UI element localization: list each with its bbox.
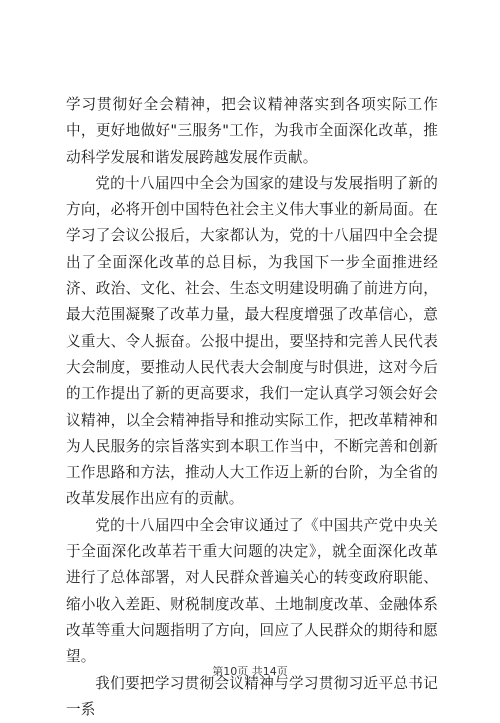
paragraph-4: 我们要把学习贯彻会议精神与学习贯彻习近平总书记一系 — [66, 674, 438, 718]
page-number-footer: 第10页 共14页 — [212, 665, 288, 678]
paragraph-2: 党的十八届四中全会为国家的建设与发展指明了新的方向，必将开创中国特色社会主义伟大事业的新局面。在学习了会议公报后，大家都认为，党的十八届四中全会提出了全面深化改革的总目标，为我国下一步全面推进经济、政治、文化、社会、生态文明建设明确了前进方向，最大范围凝聚了改革力量，最大程度增强了改革信心，意义重大、令人振奋。公报中提出，要坚持和完善人民代表大会制度，要推动人民代表大会制度与时俱进，这对今后的工作提出了新的更高要求，我们一定认真学习领会好会议精神，以全会精神指导和推动实际工作，把改革精神和为人民服务的宗旨落实到本职工作当中，不断完善和创新工作思路和方法，推动人大工作迈上新的台阶，为全省的改革发展作出应有的贡献。 — [66, 174, 438, 508]
paragraph-1: 学习贯彻好全会精神，把会议精神落实到各项实际工作中，更好地做好"三服务"工作，为我市全面深化改革，推动科学发展和谐发展跨越发展作贡献。 — [66, 96, 438, 166]
document-body — [66, 92, 438, 723]
paragraph-3: 党的十八届四中全会审议通过了《中国共产党中央关于全面深化改革若干重大问题的决定》，就全面深化改革进行了总体部署，对人民群众普遍关心的转变政府职能、缩小收入差距、财税制度改革、土地制度改革、金融体系改革等重大问题指明了方向，回应了人民群众的期待和愿望。 — [66, 516, 438, 666]
